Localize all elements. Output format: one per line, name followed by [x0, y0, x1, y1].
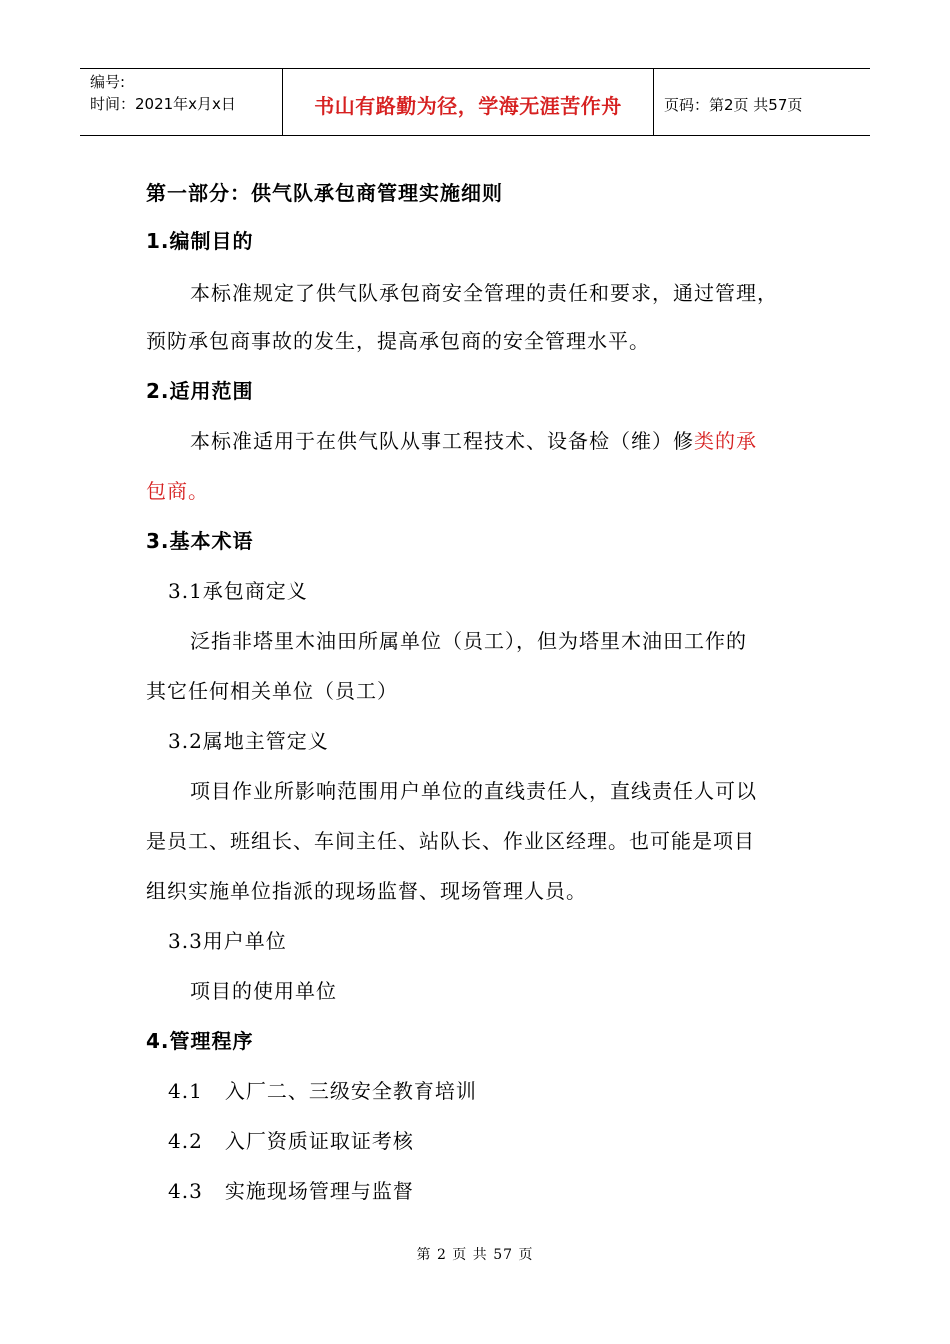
subsection-3-3-title: 3.3用户单位 [168, 929, 287, 953]
header-info [80, 69, 282, 135]
subsection-3-2-line-3: 组织实施单位指派的现场监督、现场管理人员。 [146, 879, 587, 903]
document-date-label: 时间：2021年x月x日 [90, 95, 236, 113]
subsection-3-1-line-2: 其它任何相关单位（员工） [146, 679, 398, 703]
header-motto-cell [282, 69, 654, 135]
header-motto: 书山有路勤为径，学海无涯苦作舟 [314, 93, 622, 118]
header-page-number: 页码：第2页 共57页 [664, 95, 803, 114]
section-1-heading: 1.编制目的 [146, 229, 254, 253]
footer-page-number: 第 2 页 共 57 页 [416, 1247, 534, 1263]
section-4-item-3: 4.3 实施现场管理与监督 [168, 1179, 414, 1203]
page-header [80, 68, 870, 136]
section-3-heading: 3.基本术语 [146, 529, 254, 553]
subsection-3-3-line-1: 项目的使用单位 [190, 979, 337, 1003]
part-title: 第一部分：供气队承包商管理实施细则 [146, 181, 503, 205]
section-2-heading: 2.适用范围 [146, 379, 254, 403]
subsection-3-2-line-1: 项目作业所影响范围用户单位的直线责任人，直线责任人可以 [190, 779, 757, 803]
section-2-text-red: 类的承 [694, 429, 757, 453]
section-4-item-1: 4.1 入厂二、三级安全教育培训 [168, 1079, 477, 1103]
section-4-item-2: 4.2 入厂资质证取证考核 [168, 1129, 414, 1153]
section-4-heading: 4.管理程序 [146, 1029, 254, 1053]
subsection-3-1-line-1: 泛指非塔里木油田所属单位（员工），但为塔里木油田工作的 [190, 629, 747, 653]
section-2-paragraph-line-1 [190, 426, 757, 456]
section-1-paragraph-line-2: 预防承包商事故的发生，提高承包商的安全管理水平。 [146, 329, 650, 353]
document-number-label: 编号: [90, 73, 126, 91]
page-footer [0, 1244, 950, 1264]
subsection-3-2-line-2: 是员工、班组长、车间主任、站队长、作业区经理。也可能是项目 [146, 829, 755, 853]
section-2-text-black: 本标准适用于在供气队从事工程技术、设备检（维）修 [190, 429, 694, 453]
subsection-3-1-title: 3.1承包商定义 [168, 579, 308, 603]
section-2-paragraph-line-2: 包商。 [146, 479, 209, 503]
header-page-cell [654, 69, 870, 135]
subsection-3-2-title: 3.2属地主管定义 [168, 729, 329, 753]
section-1-paragraph-line-1: 本标准规定了供气队承包商安全管理的责任和要求，通过管理， [190, 281, 778, 305]
